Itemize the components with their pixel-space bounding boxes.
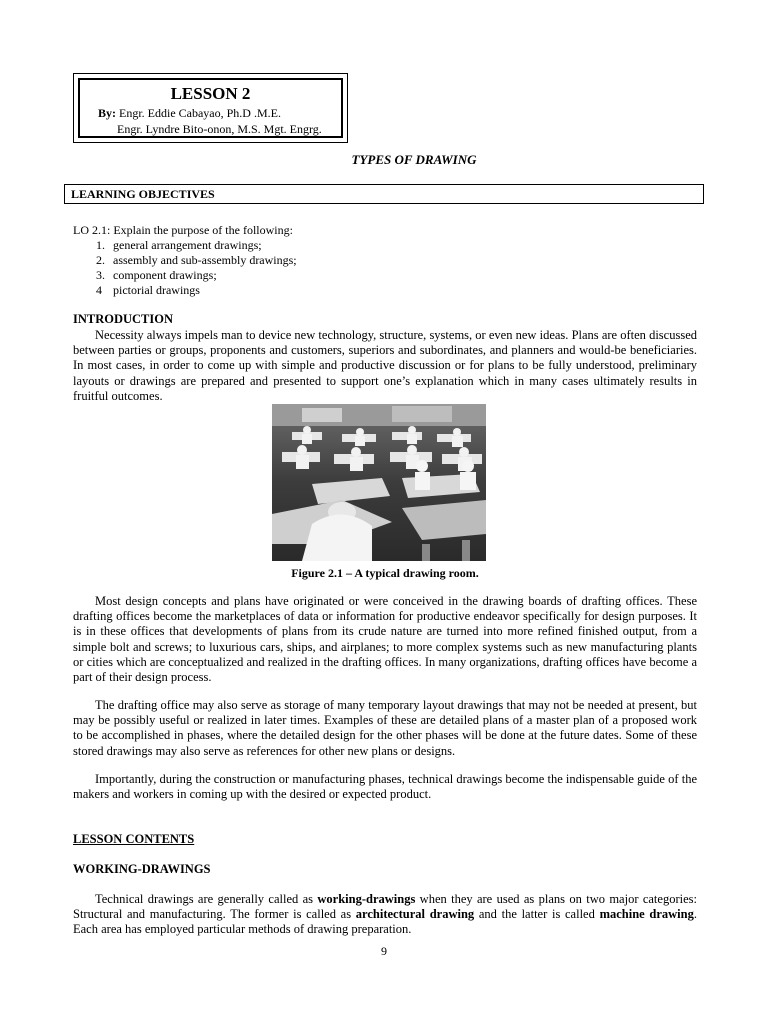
list-item-number: 3. <box>96 268 105 282</box>
introduction-heading: INTRODUCTION <box>73 312 174 326</box>
list-item <box>96 253 297 268</box>
body-paragraph-1-text: Most design concepts and plans have originated or were conceived in the drawing boards of drafting offices. These drafting offices become the marketplaces of data or information for productive endeavor specifically for design purposes. It is in these offices that developments of plans from its crude nature are turned into more refined finished output, from a simple bolt and screws; to luxurious cars, ships, and airplanes; to more complex systems such as new manufacturing plants or cities which are conceptualized and realized in the drafting offices. In many organizations, drafting offices have become a part of their design process. <box>73 594 697 685</box>
body-paragraph-2 <box>73 698 697 759</box>
list-item-text: component drawings; <box>113 268 217 282</box>
body-paragraph-2-text: The drafting office may also serve as storage of many temporary layout drawings that may not be needed at present, but may be possibly useful or realized in later times. Examples of these are detailed plans of a master plan of a proposed work to be accomplished in phases, where the detailed design for the other phases will be done at the future dates. Some of these stored drawings may also serve as references for other new plans or designs. <box>73 698 697 758</box>
working-drawings-text-mid2: and the latter is called <box>474 907 600 922</box>
learning-objective-intro: LO 2.1: Explain the purpose of the following: <box>73 223 293 237</box>
list-item <box>96 283 297 298</box>
term-working-drawings: working-drawings <box>317 892 416 906</box>
list-item <box>96 268 297 283</box>
list-item-text: pictorial drawings <box>113 283 200 297</box>
lesson-title-box-inner <box>78 78 343 138</box>
figure-caption: Figure 2.1 – A typical drawing room. <box>291 566 479 580</box>
list-item-text: assembly and sub-assembly drawings; <box>113 253 297 267</box>
introduction-paragraph <box>73 328 697 404</box>
term-architectural-drawing: architectural drawing <box>355 907 475 922</box>
learning-objective-list <box>96 238 297 298</box>
lesson-title: LESSON 2 <box>170 84 251 103</box>
by-label: By: <box>98 106 116 120</box>
body-paragraph-3 <box>73 772 697 802</box>
list-item <box>96 238 297 253</box>
working-drawings-text-mid1: when they are used as plans on two major categories: Structural and manufacturing. The former is called as <box>73 892 697 922</box>
learning-objectives-heading: LEARNING OBJECTIVES <box>64 184 704 204</box>
author-line-2: Engr. Lyndre Bito-onon, M.S. Mgt. Engrg. <box>117 122 322 136</box>
body-paragraph-1 <box>73 594 697 685</box>
body-paragraph-3-text: Importantly, during the construction or manufacturing phases, technical drawings become the indispensable guide of the makers and workers in coming up with the desired or expected product. <box>73 772 697 802</box>
introduction-text: Necessity always impels man to device new technology, structure, systems, or even new ideas. Plans are often discussed between parties or groups, proponents and customers, superiors and subordinates, and planners and would-be beneficiaries. In most cases, in order to come up with simple and productive discussion or for plans to be fully understood, preliminary layouts or drawings are prepared and presented to support one’s explanation which in many cases ultimately results in fruitful outcomes. <box>73 328 697 403</box>
term-machine-drawing: machine drawing <box>599 907 694 922</box>
working-drawings-text-end: . Each area has employed particular methods of drawing preparation. <box>73 907 697 937</box>
document-title: TYPES OF DRAWING <box>351 152 477 167</box>
list-item-number: 1. <box>96 238 105 252</box>
list-item-number: 2. <box>96 253 105 267</box>
working-drawings-heading: WORKING-DRAWINGS <box>73 862 211 876</box>
page-number: 9 <box>381 944 387 958</box>
lesson-contents-heading: LESSON CONTENTS <box>73 832 195 846</box>
author-1: Engr. Eddie Cabayao, Ph.D .M.E. <box>116 106 281 120</box>
drawing-room-photo <box>272 404 486 561</box>
working-drawings-text-start: Technical drawings are generally called as <box>95 892 318 906</box>
drawing-room-photo-illustration <box>272 404 486 561</box>
working-drawings-paragraph <box>73 892 697 938</box>
list-item-number: 4 <box>96 283 102 297</box>
lesson-title-box <box>73 73 348 143</box>
author-line-1 <box>98 106 281 121</box>
list-item-text: general arrangement drawings; <box>113 238 262 252</box>
